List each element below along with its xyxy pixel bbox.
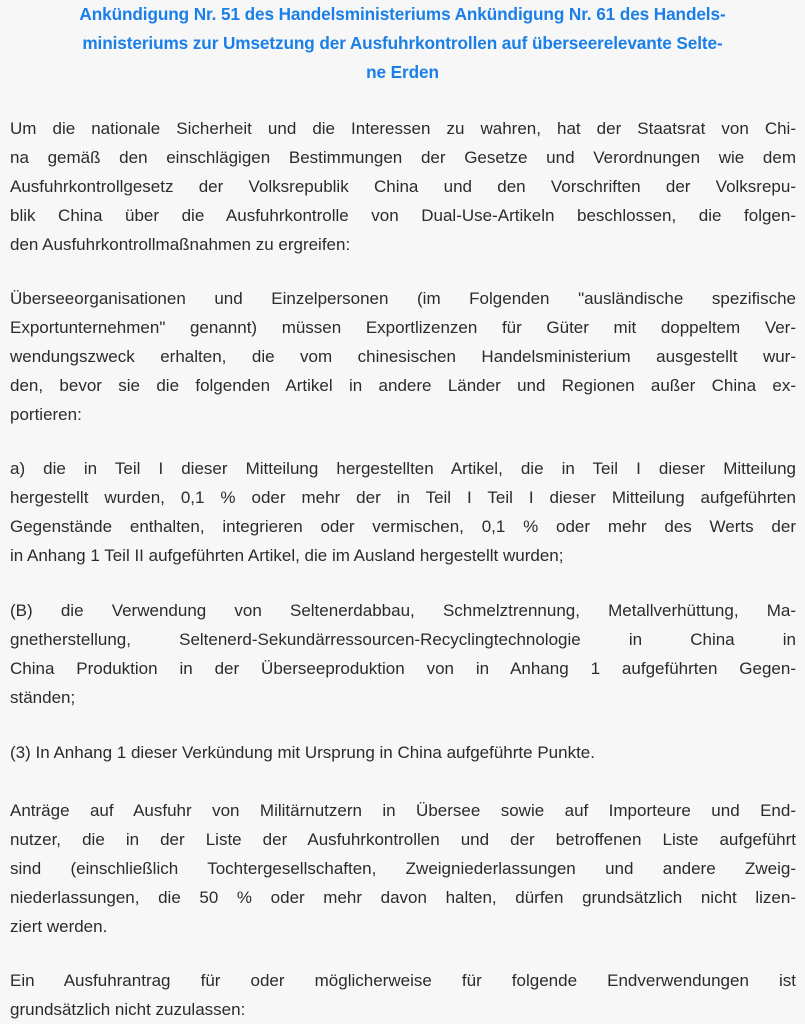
text-line: (3) In Anhang 1 dieser Verkündung mit Ursprung in China aufgeführte Punkte. [10, 743, 595, 762]
text-line: China Produktion in der Überseeproduktion von in Anhang 1 aufgeführten Gegen- [10, 659, 796, 678]
text-line: hergestellt wurden, 0,1 % oder mehr der in Teil I Teil I dieser Mitteilung aufgeführten [10, 488, 796, 507]
title-line: Ankündigung Nr. 51 des Handelsministeriums Ankündigung Nr. 61 des Handels- [79, 4, 726, 24]
text-line: den Ausfuhrkontrollmaßnahmen zu ergreifen: [10, 235, 351, 254]
title-line: ministeriums zur Umsetzung der Ausfuhrkontrollen auf überseerelevante Selte- [82, 33, 723, 53]
text-line: wendungszweck erhalten, die vom chinesischen Handelsministerium ausgestellt wur- [10, 347, 796, 366]
text-line: Gegenstände enthalten, integrieren oder vermischen, 0,1 % oder mehr des Werts der [10, 517, 796, 536]
paragraph-intro [10, 114, 796, 259]
text-line: Ausfuhrkontrollgesetz der Volksrepublik China und den Vorschriften der Volksrepu- [10, 177, 796, 196]
text-line: nutzer, die in der Liste der Ausfuhrkontrollen und der betroffenen Liste aufgeführt [10, 830, 796, 849]
text-line: sind (einschließlich Tochtergesellschaften, Zweigniederlassungen und andere Zweig- [10, 859, 796, 878]
title-line: ne Erden [366, 62, 439, 82]
paragraph-item-3 [10, 738, 796, 767]
paragraph-item-a [10, 454, 796, 570]
document-title [0, 0, 805, 87]
text-line: Ein Ausfuhrantrag für oder möglicherweise für folgende Endverwendungen ist [10, 971, 796, 990]
text-line: den, bevor sie die folgenden Artikel in andere Länder und Regionen außer China ex- [10, 376, 796, 395]
text-line: Anträge auf Ausfuhr von Militärnutzern in Übersee sowie auf Importeure und End- [10, 801, 796, 820]
text-line: Exportunternehmen" genannt) müssen Exportlizenzen für Güter mit doppeltem Ver- [10, 318, 796, 337]
paragraph-end-uses [10, 966, 796, 1024]
text-line: gnetherstellung, Seltenerd-Sekundärressourcen-Recyclingtechnologie in China in [10, 630, 796, 649]
text-line: na gemäß den einschlägigen Bestimmungen der Gesetze und Verordnungen wie dem [10, 148, 796, 167]
paragraph-military-users [10, 796, 796, 941]
text-line: a) die in Teil I dieser Mitteilung hergestellten Artikel, die in Teil I dieser Mitteilung [10, 459, 796, 478]
text-line: niederlassungen, die 50 % oder mehr davon halten, dürfen grundsätzlich nicht lizen- [10, 888, 796, 907]
paragraph-item-b [10, 596, 796, 712]
text-line: ziert werden. [10, 917, 108, 936]
text-line: in Anhang 1 Teil II aufgeführten Artikel, die im Ausland hergestellt wurden; [10, 546, 564, 565]
text-line: ständen; [10, 688, 76, 707]
text-line: grundsätzlich nicht zuzulassen: [10, 1000, 246, 1019]
paragraph-licensing [10, 284, 796, 429]
text-line: Überseeorganisationen und Einzelpersonen (im Folgenden "ausländische spezifische [10, 289, 796, 308]
text-line: blik China über die Ausfuhrkontrolle von Dual-Use-Artikeln beschlossen, die folgen- [10, 206, 796, 225]
text-line: (B) die Verwendung von Seltenerdabbau, Schmelztrennung, Metallverhüttung, Ma- [10, 601, 796, 620]
text-line: portieren: [10, 405, 82, 424]
text-line: Um die nationale Sicherheit und die Interessen zu wahren, hat der Staatsrat von Chi- [10, 119, 796, 138]
